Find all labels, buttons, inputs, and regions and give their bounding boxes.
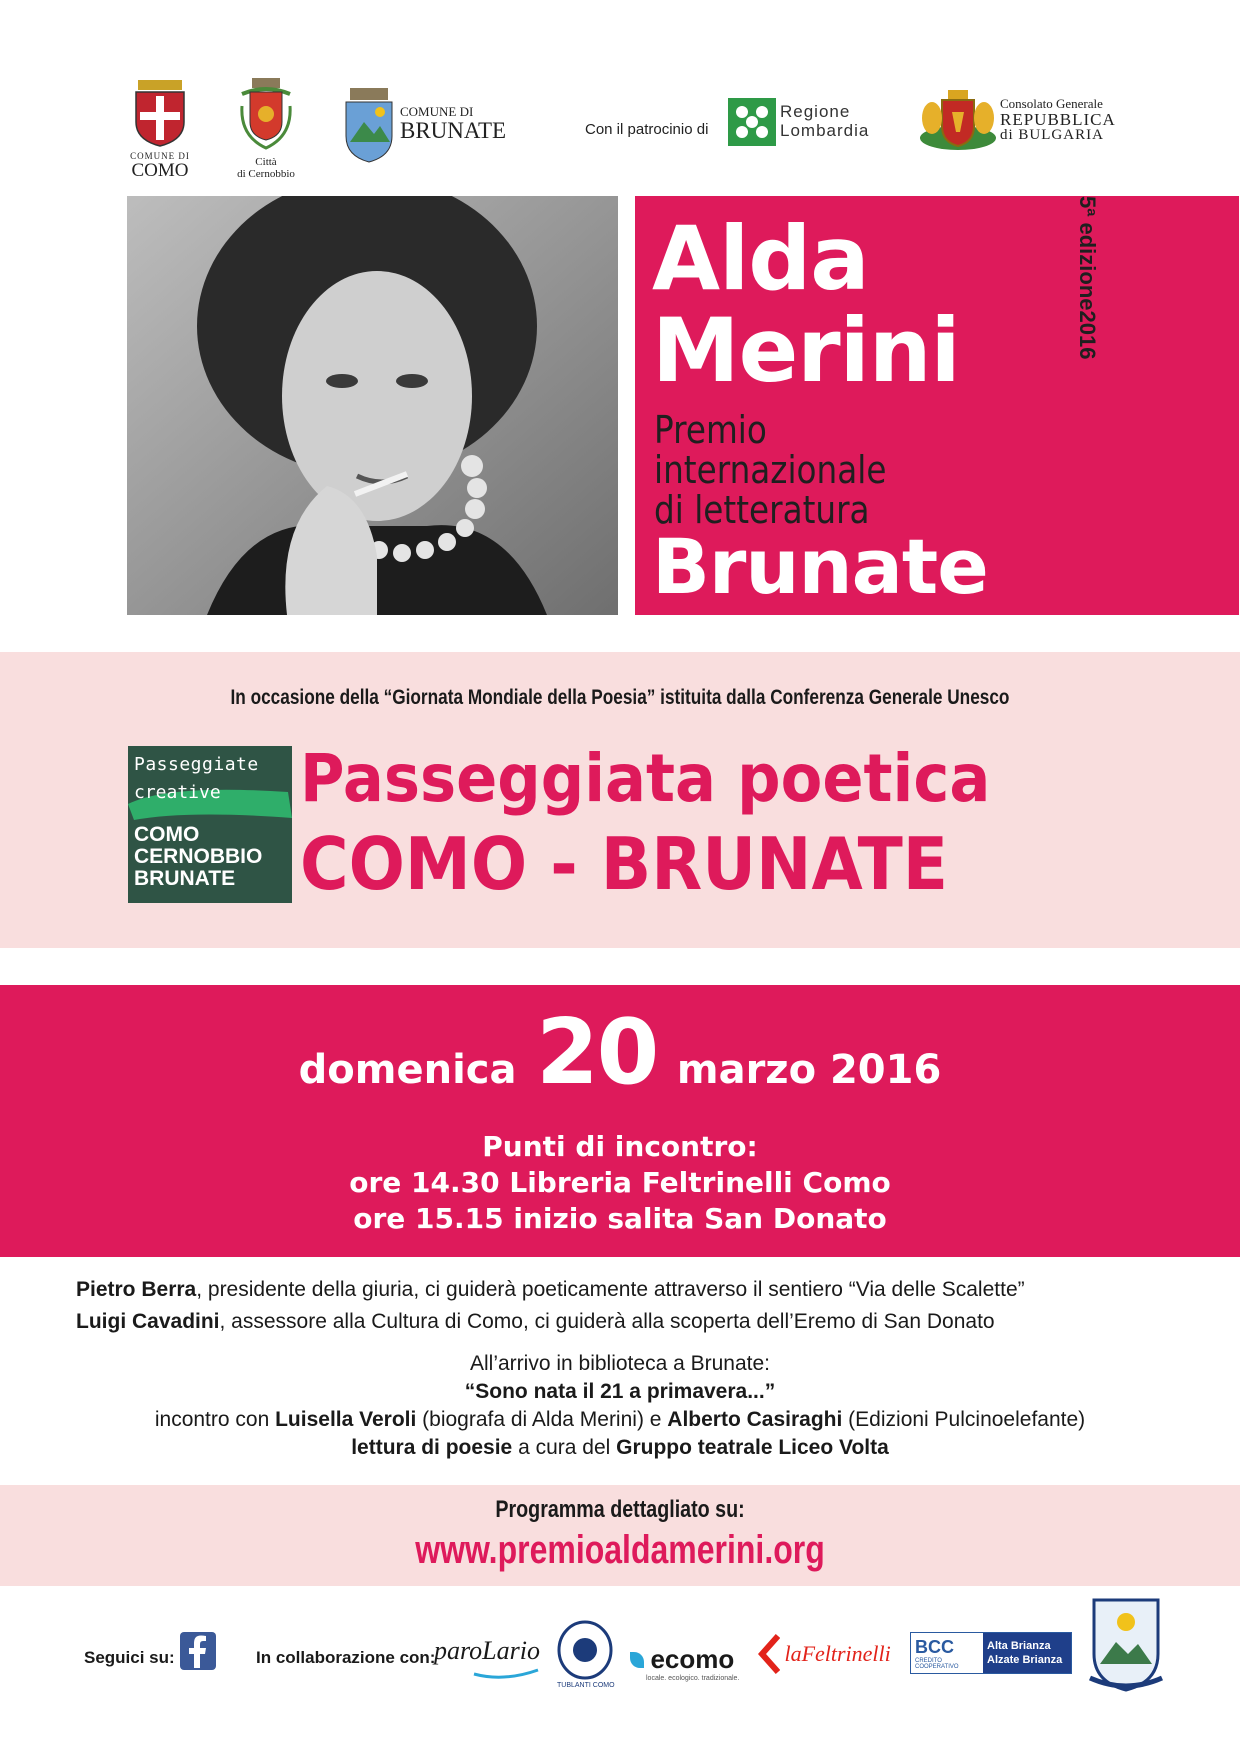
regione-lombardia-logo-icon	[728, 98, 776, 146]
feltrinelli-logo: laFeltrinelli	[758, 1634, 891, 1674]
lettura-text: lettura di poesie a cura del Gruppo teatrale Liceo Volta	[351, 1436, 889, 1459]
ecomo-leaf-icon	[630, 1652, 644, 1668]
quote-text: “Sono nata il 21 a primavera...”	[464, 1380, 776, 1403]
date-month-year: marzo 2016	[676, 1047, 942, 1093]
headline-como-brunate: COMO - BRUNATE	[300, 822, 949, 906]
como-crest-icon	[128, 78, 192, 148]
bulgaria-caption: Consolato Generale REPUBBLICA di BULGARIA	[1000, 96, 1116, 144]
parolario-logo: paroLario	[434, 1636, 540, 1666]
arrival-text: All’arrivo in biblioteca a Brunate:	[470, 1352, 770, 1375]
title-merini: Merini	[652, 299, 960, 402]
program-url-link[interactable]: www.premioaldamerini.org	[415, 1528, 825, 1572]
ecomo-logo: ecomo locale. ecologico. tradizionale.	[630, 1644, 739, 1682]
meeting-line-1: ore 14.30 Libreria Feltrinelli Como	[349, 1166, 891, 1199]
bcc-logo: BCC CREDITO COOPERATIVO Alta Brianza Alzate Brianza	[910, 1632, 1072, 1674]
cernobbio-caption: Città di Cernobbio	[237, 156, 295, 180]
guide-cavadini: Luigi Cavadini, assessore alla Cultura di Como, ci guiderà alla scoperta dell’Eremo di San Donato	[76, 1310, 995, 1333]
event-date	[0, 1000, 1240, 1105]
portrait-photo	[127, 196, 618, 615]
patrocinio-label: Con il patrocinio di	[585, 121, 709, 138]
title-brunate: Brunate	[652, 522, 988, 611]
tublanti-logo: TUBLANTI COMO	[557, 1620, 613, 1680]
title-alda: Alda	[652, 207, 869, 310]
guide-berra: Pietro Berra, presidente della giuria, ci guiderà poeticamente attraverso il sentiero “Via delle Scalette”	[76, 1278, 1025, 1301]
brunate-crest-icon	[340, 86, 398, 166]
program-label: Programma dettagliato su:	[495, 1496, 745, 1523]
brunate-caption: COMUNE DI BRUNATE	[400, 104, 507, 143]
collab-label: In collaborazione con:	[256, 1648, 436, 1667]
facebook-icon[interactable]	[180, 1632, 216, 1670]
follow-label: Seguici su:	[84, 1648, 175, 1667]
meeting-line-2: ore 15.15 inizio salita San Donato	[353, 1202, 887, 1235]
como-caption: COMUNE DI COMO	[130, 151, 190, 182]
bulgaria-crest-icon	[918, 88, 998, 154]
date-day: 20	[536, 1000, 658, 1105]
date-weekday: domenica	[298, 1047, 517, 1093]
meeting-title: Punti di incontro:	[482, 1130, 758, 1163]
regione-lombardia-text: Regione Lombardia	[780, 102, 870, 140]
headline-passeggiata: Passeggiata poetica	[300, 740, 991, 817]
cernobbio-crest-icon	[236, 76, 296, 156]
protezione-civile-crest-icon	[1086, 1594, 1166, 1694]
title-premio: Premio internazionale di letteratura	[654, 408, 887, 532]
edition-label: 5ª edizione2016	[1075, 196, 1100, 360]
incontro-text: incontro con Luisella Veroli (biografa di Alda Merini) e Alberto Casiraghi (Edizioni Pulcinoelefante)	[154, 1408, 1086, 1431]
passeggiate-badge: Passeggiate creative COMO CERNOBBIO BRUNATE	[128, 746, 292, 903]
occasion-text: In occasione della “Giornata Mondiale della Poesia” istituita dalla Conferenza Generale Unesco	[230, 686, 1010, 709]
